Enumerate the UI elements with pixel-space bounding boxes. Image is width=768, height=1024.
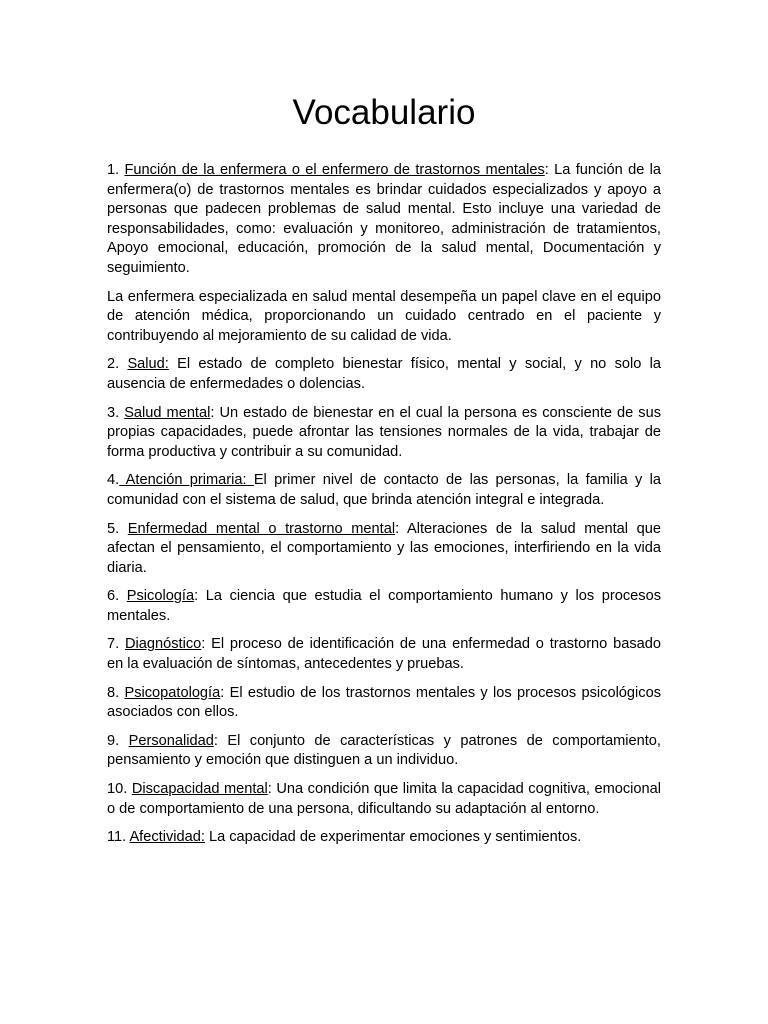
item-definition: La función de la enfermera(o) de trastornos mentales es brindar cuidados especializados y apoyo a personas que padecen problemas de salud mental. Esto incluye una variedad de responsabilidades, como: evaluación y monitoreo, administración de tratamientos, Apoyo emocional, educación, promoción de la salud mental, Documentación y seguimiento.: [107, 162, 661, 276]
vocabulary-item: [107, 684, 661, 723]
item-definition: Alteraciones de la salud mental que afectan el pensamiento, el comportamiento y las emociones, interfiriendo en la vida diaria.: [107, 520, 661, 576]
item-term: Salud mental: [124, 404, 211, 421]
vocabulary-item: [107, 355, 661, 394]
item-definition: El conjunto de características y patrones de comportamiento, pensamiento y emoción que distinguen a un individuo.: [107, 732, 661, 769]
vocabulary-item: [107, 635, 661, 674]
vocabulary-item: [107, 520, 661, 579]
item-number: 9.: [107, 732, 129, 749]
item-separator: :: [194, 588, 199, 605]
item-term: Enfermedad mental o trastorno mental: [127, 520, 396, 537]
item-number: 5.: [107, 520, 128, 537]
item-term: Diagnóstico: [124, 636, 202, 653]
page-title: Vocabulario: [292, 93, 476, 132]
vocabulary-item: [107, 732, 661, 771]
item-definition: El estudio de los trastornos mentales y los procesos psicológicos asociados con ellos.: [107, 684, 661, 721]
vocabulary-item: [107, 471, 661, 510]
vocabulary-item: [107, 587, 661, 626]
vocabulary-paragraph: [107, 288, 661, 347]
vocabulary-item: [107, 828, 661, 848]
item-number: 8.: [107, 684, 125, 701]
item-definition: Un estado de bienestar en el cual la persona es consciente de sus propias capacidades, puede afrontar las tensiones normales de la vida, trabajar de forma productiva y contribuir a su comunidad.: [107, 404, 661, 460]
item-number: 2.: [107, 356, 128, 373]
item-definition: El proceso de identificación de una enfermedad o trastorno basado en la evaluación de síntomas, antecedentes y pruebas.: [107, 636, 661, 673]
item-separator: :: [267, 781, 272, 798]
item-term: Salud:: [127, 356, 169, 373]
item-number: 11.: [107, 829, 130, 846]
vocabulary-item: [107, 161, 661, 279]
item-separator: :: [201, 636, 206, 653]
item-separator: :: [213, 732, 218, 749]
item-term: Función de la enfermera o el enfermero de trastornos mentales: [124, 162, 545, 178]
item-separator: :: [395, 520, 400, 537]
item-number: 4.: [107, 472, 120, 489]
item-term: Psicología: [126, 588, 195, 605]
item-number: 10.: [107, 781, 132, 798]
item-number: 3.: [107, 404, 125, 421]
vocabulary-list: [107, 161, 661, 857]
item-separator: :: [544, 162, 549, 178]
item-definition: La capacidad de experimentar emociones y sentimientos.: [204, 829, 582, 846]
item-definition: Una condición que limita la capacidad cognitiva, emocional o de comportamiento de una persona, dificultando su adaptación al entorno.: [107, 781, 661, 817]
item-term: Discapacidad mental: [131, 781, 268, 798]
item-term: Atención primaria:: [119, 472, 254, 489]
item-definition: El primer nivel de contacto de las personas, la familia y la comunidad con el sistema de salud, que brinda atención integral e integrada.: [107, 472, 661, 508]
item-definition: La ciencia que estudia el comportamiento humano y los procesos mentales.: [107, 588, 661, 624]
vocabulary-item: [107, 780, 661, 819]
item-term: Afectividad:: [129, 829, 205, 846]
item-number: 1.: [107, 162, 125, 178]
item-separator: :: [220, 684, 225, 701]
item-term: Psicopatología: [124, 684, 221, 701]
item-separator: :: [210, 404, 215, 421]
item-definition: El estado de completo bienestar físico, mental y social, y no solo la ausencia de enfermedades o dolencias.: [107, 356, 661, 392]
item-definition: La enfermera especializada en salud mental desempeña un papel clave en el equipo de atención médica, proporcionando un cuidado centrado en el paciente y contribuyendo al mejoramiento de su calidad de vida.: [107, 288, 661, 344]
item-number: 7.: [107, 636, 125, 653]
item-number: 6.: [107, 588, 127, 605]
item-term: Personalidad: [128, 732, 214, 749]
vocabulary-item: [107, 404, 661, 463]
